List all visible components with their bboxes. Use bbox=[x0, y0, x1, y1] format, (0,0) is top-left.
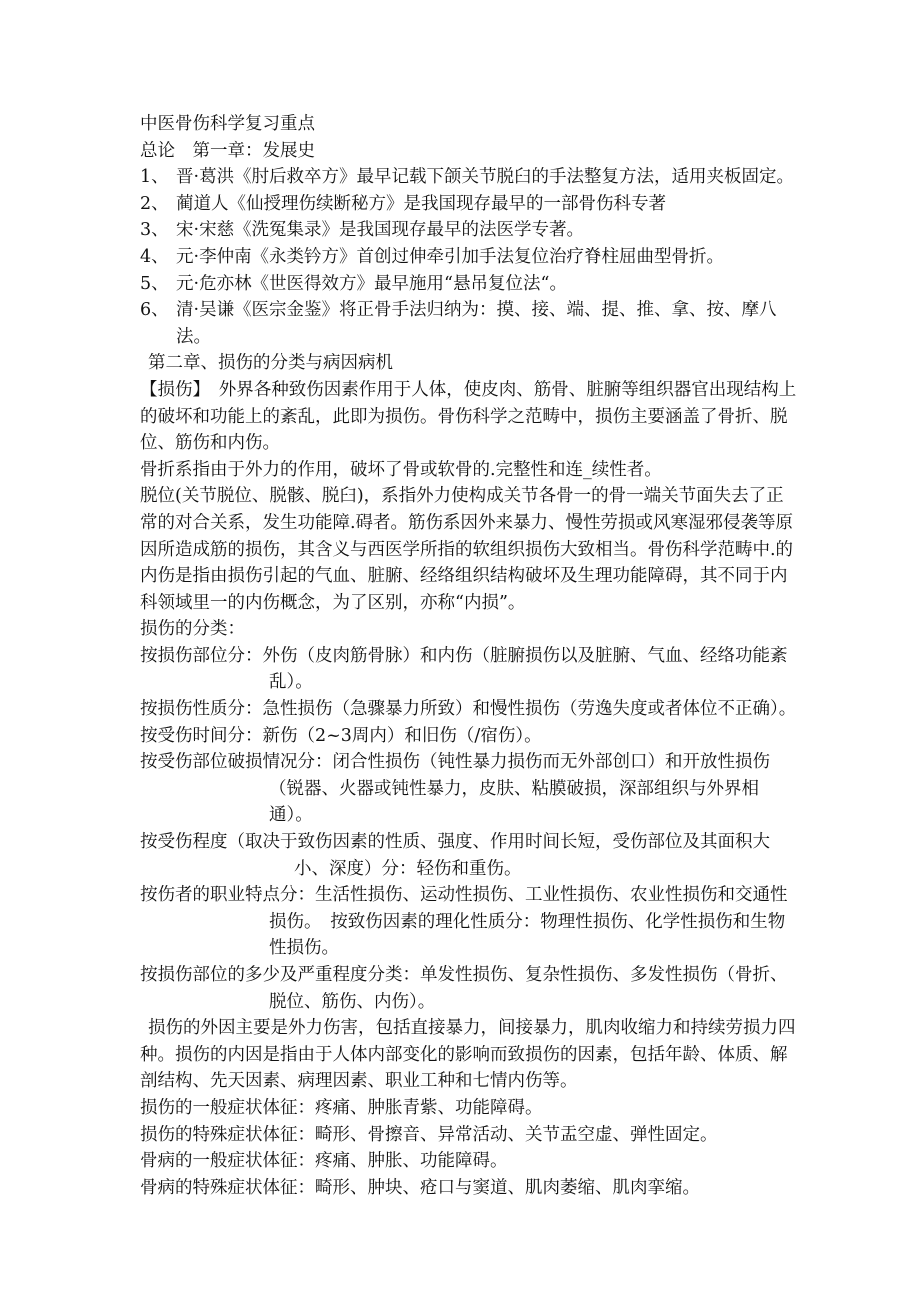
history-item-number: 2、 bbox=[140, 193, 169, 214]
document-body bbox=[140, 111, 800, 1201]
document-title: 中医骨伤科学复习重点 bbox=[140, 114, 315, 134]
history-item-text: 晋·葛洪《肘后救卒方》最早记载下颌关节脱臼的手法整复方法，适用夹板固定。 bbox=[176, 167, 795, 188]
injury-definition: 【损伤】 外界各种致伤因素作用于人体，使皮肉、筋骨、脏腑等组织器官出现结构上的破坏和功能上的紊乱，此即为损伤。骨伤科学之范畴中，损伤主要涵盖了骨折、脱位、筋伤和内伤。 bbox=[140, 379, 797, 454]
classification-by-degree: 按受伤程度（取决于致伤因素的性质、强度、作用时间长短，受伤部位及其面积大小、深度）分：轻伤和重伤。 bbox=[140, 832, 770, 879]
classification-by-count: 按损伤部位的多少及严重程度分类：单发性损伤、复杂性损伤、多发性损伤（骨折、脱位、筋伤、内伤）。 bbox=[140, 965, 788, 1012]
injury-causes: 损伤的外因主要是外力伤害，包括直接暴力，间接暴力，肌肉收缩力和持续劳损力四种。损伤的内因是指由于人体内部变化的影响而致损伤的因素，包括年龄、体质、解剖结构、先天因素、病理因素、职业工种和七情内伤等。 bbox=[140, 1018, 796, 1092]
history-item-number: 5、 bbox=[140, 273, 169, 294]
history-item-number: 4、 bbox=[140, 246, 169, 267]
injury-general-signs: 损伤的一般症状体征：疼痛、肿胀青紫、功能障碍。 bbox=[140, 1097, 543, 1118]
classification-by-location: 按损伤部位分：外伤（皮肉筋骨脉）和内伤（脏腑损伤以及脏腑、气血、经络功能紊乱）。 bbox=[140, 645, 788, 693]
chapter-2-heading: 第二章、损伤的分类与病因病机 bbox=[148, 353, 393, 374]
history-item bbox=[140, 271, 800, 298]
history-item bbox=[140, 191, 800, 218]
history-item bbox=[140, 217, 800, 244]
history-item bbox=[140, 244, 800, 271]
classification-by-time: 按受伤时间分：新伤（2~3周内）和旧伤（/宿伤）。 bbox=[140, 725, 542, 746]
fracture-definition: 骨折系指由于外力的作用，破坏了骨或软骨的.完整性和连_续性者。 bbox=[140, 459, 662, 480]
dislocation-definition: 脱位(关节脱位、脱骸、脱臼)，系指外力使构成关节各骨一的骨一端关节面失去了正常的对合关系，发生功能障.碍者。筋伤系因外来暴力、慢性劳损或风寒湿邪侵袭等原因所造成筋的损伤，其含义与西医学所指的软组织损伤大致相当。骨伤科学范畴中.的内伤是指由损伤引起的气血、脏腑、经络组织结构破坏及生理功能障碍，其不同于内科领域里一的内伤概念，为了区别，亦称“内损”。 bbox=[140, 486, 794, 613]
bone-disease-general-signs: 骨病的一般症状体征：疼痛、肿胀、功能障碍。 bbox=[140, 1151, 508, 1172]
history-item-number: 3、 bbox=[140, 220, 169, 241]
history-item-text: 元·李仲南《永类钤方》首创过伸牵引加手法复位治疗脊柱屈曲型骨折。 bbox=[176, 246, 725, 267]
history-item-text: 宋·宋慈《洗冤集录》是我国现存最早的法医学专著。 bbox=[176, 220, 585, 241]
classification-by-skin-damage: 按受伤部位破损情况分：闭合性损伤（钝性暴力损伤而无外部创口）和开放性损伤（锐器、火器或钝性暴力，皮肤、粘膜破损，深部组织与外界相通）。 bbox=[140, 752, 770, 826]
history-item-number: 1、 bbox=[140, 167, 169, 188]
history-item-text: 清·吴谦《医宗金鉴》将正骨手法归纳为：摸、接、端、提、推、拿、按、摩八法。 bbox=[176, 300, 777, 347]
chapter-1-heading: 总论 第一章：发展史 bbox=[140, 140, 315, 161]
injury-special-signs: 损伤的特殊症状体征：畸形、骨擦音、异常活动、关节盂空虚、弹性固定。 bbox=[140, 1124, 718, 1145]
classification-title: 损伤的分类： bbox=[140, 619, 245, 640]
bone-disease-special-signs: 骨病的特殊症状体征：畸形、肿块、疮口与窦道、肌肉萎缩、肌肉挛缩。 bbox=[140, 1177, 700, 1198]
history-item-text: 蔺道人《仙授理伤续断秘方》是我国现存最早的一部骨伤科专著 bbox=[176, 193, 666, 214]
history-item bbox=[140, 164, 800, 191]
classification-by-nature: 按损伤性质分：急性损伤（急骤暴力所致）和慢性损伤（劳逸失度或者体位不正确）。 bbox=[140, 699, 797, 720]
classification-by-occupation: 按伤者的职业特点分：生活性损伤、运动性损伤、工业性损伤、农业性损伤和交通性损伤。 按致伤因素的理化性质分：物理性损伤、化学性损伤和生物性损伤。 bbox=[140, 885, 788, 959]
history-item-text: 元·危亦林《世医得效方》最早施用“悬吊复位法“。 bbox=[176, 273, 567, 294]
history-item bbox=[140, 297, 800, 350]
history-item-number: 6、 bbox=[140, 300, 169, 321]
